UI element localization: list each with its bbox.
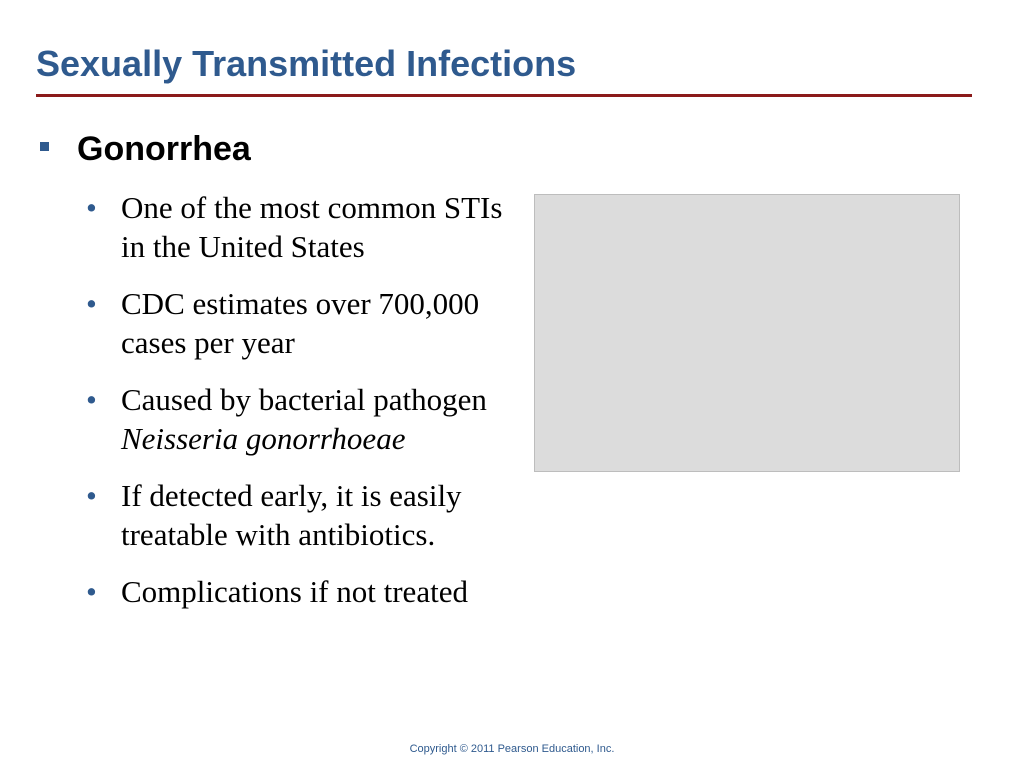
bullet-dot-icon: • [86,478,97,513]
bullet-list [86,188,526,629]
bullet-text: If detected early, it is easily treatable with antibiotics. [121,478,462,552]
bullet-point [86,284,526,362]
bullet-text: Complications if not treated [121,574,468,609]
bullet-text: One of the most common STIs in the United States [121,190,503,264]
bullet-dot-icon: • [86,574,97,609]
bullet-point [86,476,526,554]
section-heading: Gonorrhea [77,130,251,168]
bullet-dot-icon: • [86,286,97,321]
bullet-dot-icon: • [86,382,97,417]
bullet-dot-icon: • [86,190,97,225]
image-placeholder [534,194,960,472]
bullet-text: CDC estimates over 700,000 cases per year [121,286,480,360]
bullet-point [86,380,526,458]
bullet-emphasis: Neisseria gonorrhoeae [121,421,406,456]
slide-title: Sexually Transmitted Infections [36,43,577,84]
section-bullet-icon [40,142,49,151]
copyright-notice: Copyright © 2011 Pearson Education, Inc. [409,743,615,755]
bullet-text: Caused by bacterial pathogen [121,382,487,417]
bullet-point [86,572,526,611]
bullet-point [86,188,526,266]
title-rule [36,94,972,97]
